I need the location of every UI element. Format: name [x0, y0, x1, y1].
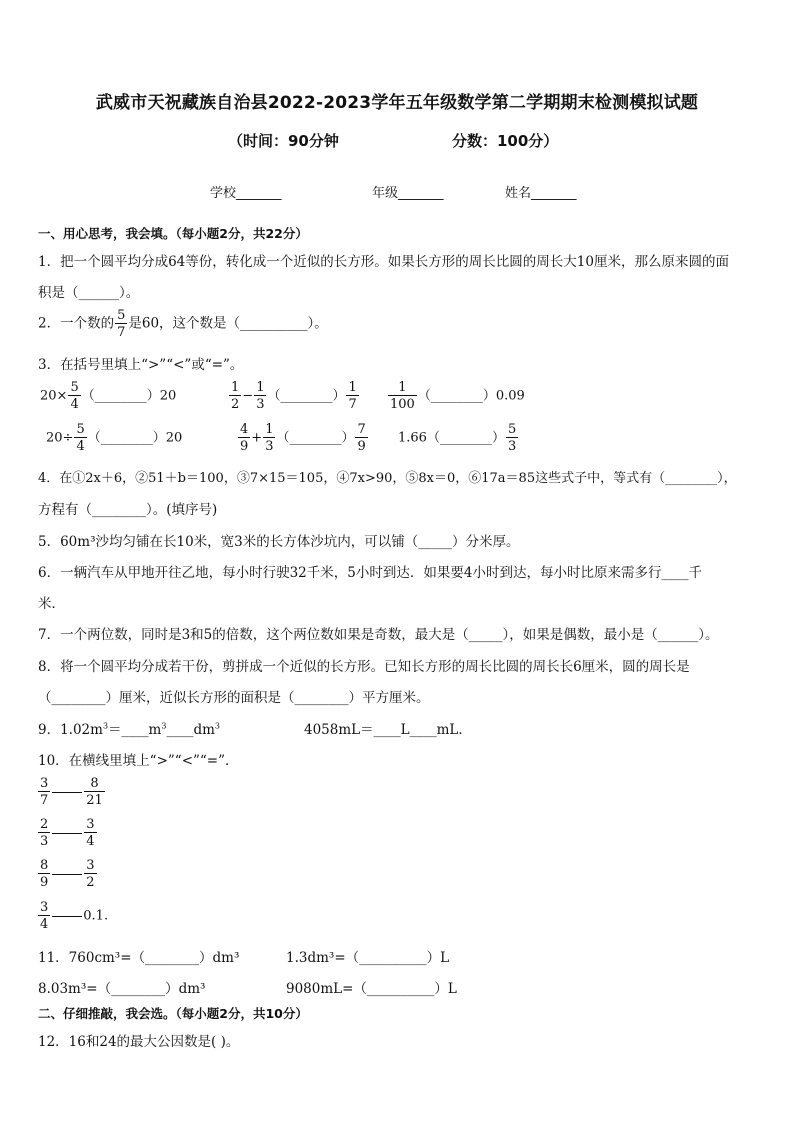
question-9-part-b[interactable]: 4058mL＝____L____mL． [304, 722, 472, 738]
numerator: 2 [40, 817, 49, 832]
q10-answer-line[interactable] [52, 874, 82, 875]
q10-answer-line[interactable] [52, 833, 82, 834]
time-label: （时间：90分钟 [228, 132, 339, 150]
q3-r1a-prefix: 20× [40, 388, 68, 404]
q3-row-2-item-a [46, 422, 182, 454]
numerator: 5 [76, 422, 85, 437]
numerator: 7 [357, 422, 366, 437]
question-11-part-b[interactable]: 1.3dm³=（__________）L [286, 950, 450, 966]
question-4-line-2: 方程有（________）。(填序号) [38, 502, 218, 518]
numerator: 4 [240, 422, 249, 437]
question-7: 7．一个两位数，同时是3和5的倍数，这个两位数如果是奇数，最大是（_____），如果是偶数，最小是（______）。 [38, 627, 719, 643]
q3-row-1-item-c [387, 380, 525, 412]
fraction [229, 380, 241, 412]
denominator: 21 [86, 793, 103, 808]
q3-r1a-blank[interactable]: （________）20 [81, 388, 177, 404]
denominator: 2 [86, 875, 95, 890]
denominator: 9 [357, 439, 366, 454]
q10-row-2 [37, 817, 98, 849]
operator: + [251, 430, 263, 446]
q3-r2b-blank[interactable]: （________） [276, 430, 355, 446]
denominator: 9 [240, 439, 249, 454]
q10-row-1 [37, 776, 106, 808]
question-1-line-2: 积是（______）。 [38, 285, 140, 301]
denominator: 3 [40, 834, 49, 849]
q10-row-4 [37, 900, 108, 932]
q2-denominator: 7 [117, 325, 126, 340]
question-9-part-a: 9．$1.02m^3=\_\_\_\_m^3\_\_\_\_dm^3$ [38, 721, 220, 738]
question-6-line-2: 米． [38, 596, 65, 612]
q2-suffix: 是60，这个数是（__________）。 [128, 315, 328, 332]
q3-row-2-item-b [237, 422, 369, 454]
q10-row-4-value: 0.1. [83, 908, 109, 924]
numerator: 5 [507, 422, 517, 437]
denominator: 7 [40, 793, 49, 808]
question-11-part-a[interactable]: 11．760cm³=（________）dm³ [38, 950, 240, 966]
q2-prefix: 2．一个数的 [38, 315, 115, 332]
q3-r2a-blank[interactable]: （________）20 [87, 430, 183, 446]
fraction [84, 776, 105, 808]
q3-r1a-fraction [68, 380, 80, 412]
fraction [38, 776, 50, 808]
q10-answer-line[interactable] [52, 792, 82, 793]
q10-answer-line[interactable] [52, 916, 82, 917]
numerator: 3 [86, 858, 95, 873]
fraction [355, 422, 367, 454]
denominator: 2 [231, 397, 240, 412]
numerator: 1 [256, 380, 265, 395]
denominator: 4 [86, 834, 95, 849]
denominator: 4 [76, 439, 85, 454]
fraction [506, 422, 518, 454]
numerator: 3 [40, 776, 49, 791]
question-2 [38, 308, 328, 340]
denominator: 3 [507, 439, 517, 454]
q3-r2a-prefix: 20÷ [46, 430, 74, 446]
fraction [238, 422, 250, 454]
q2-fraction [115, 308, 127, 340]
fraction [84, 817, 96, 849]
name-field[interactable]: 姓名_______ [505, 186, 577, 201]
question-6-line-1: 6．一辆汽车从甲地开往乙地，每小时行驶32千米，5小时到达．如果要4小时到达，每小时比原来需多行____千 [38, 565, 702, 581]
question-8-line-1: 8．将一个圆平均分成若干份，剪拼成一个近似的长方形。已知长方形的周长比圆的周长长6厘米，圆的周长是 [38, 659, 690, 675]
numerator: 5 [70, 380, 79, 395]
question-11-part-d[interactable]: 9080mL=（__________）L [286, 981, 457, 997]
question-1-line-1: 1．把一个圆平均分成64等份，转化成一个近似的长方形。如果长方形的周长比圆的周长大10厘米，那么原来圆的面 [38, 254, 729, 270]
q2-numerator: 5 [117, 308, 126, 323]
q10-row-3 [37, 858, 98, 890]
numerator: 1 [265, 422, 274, 437]
question-3-title: 3．在括号里填上“>”“<”或“=”。 [38, 357, 244, 373]
fraction [388, 380, 417, 412]
q3-row-1-item-b [228, 380, 360, 412]
numerator: 1 [348, 380, 357, 395]
question-11-part-c[interactable]: 8.03m³=（________）dm³ [38, 981, 206, 997]
fraction [84, 858, 96, 890]
fraction [254, 380, 266, 412]
score-label: 分数：100分） [452, 132, 559, 150]
q9-a2[interactable]: ＝____m [108, 722, 162, 738]
numerator: 3 [86, 817, 95, 832]
numerator: 3 [40, 900, 49, 915]
fraction [38, 900, 50, 932]
denominator: 9 [40, 875, 49, 890]
section-2-heading: 二、仔细推敲，我会选。（每小题2分，共10分） [38, 1006, 308, 1021]
question-4-line-1: 4．在①2x＋6，②51＋b＝100，③7×15＝105，④7x>90，⑤8x＝0，⑥17a＝85这些式子中，等式有（________）， [38, 471, 737, 486]
fraction [38, 858, 50, 890]
fraction [263, 422, 275, 454]
fraction [346, 380, 358, 412]
question-10-title: 10．在横线里填上“>”“<”“=”． [38, 753, 239, 769]
question-8-line-2: （________）厘米，近似长方形的面积是（________）平方厘米。 [38, 690, 430, 706]
grade-field[interactable]: 年级_______ [372, 186, 444, 201]
fraction [74, 422, 86, 454]
section-1-heading: 一、用心思考，我会填。（每小题2分，共22分） [38, 226, 308, 241]
fraction [38, 817, 50, 849]
numerator: 1 [231, 380, 240, 395]
question-5: 5．60m³沙均匀铺在长10米，宽3米的长方体沙坑内，可以铺（_____）分米厚。 [38, 534, 520, 550]
operator: − [242, 388, 254, 404]
numerator: 8 [84, 776, 105, 792]
q3-row-1-item-a [40, 380, 176, 412]
denominator: 7 [348, 397, 357, 412]
denominator: 100 [390, 397, 415, 412]
denominator: 3 [256, 397, 265, 412]
numerator: 8 [40, 858, 49, 873]
question-12: 12．16和24的最大公因数是( )。 [38, 1034, 240, 1050]
page-title: 武威市天祝藏族自治县2022-2023学年五年级数学第二学期期末检测模拟试题 [95, 93, 699, 113]
q3-r2c-blank[interactable]: 1.66（________） [398, 430, 505, 446]
numerator: 1 [388, 380, 417, 396]
q3-row-2-item-c [398, 422, 519, 454]
denominator: 4 [70, 397, 79, 412]
denominator: 3 [265, 439, 274, 454]
school-field[interactable]: 学校_______ [210, 186, 282, 201]
q3-r1b-blank[interactable]: （________） [267, 388, 346, 404]
q3-r1c-blank[interactable]: （________）0.09 [417, 388, 525, 404]
denominator: 4 [40, 917, 49, 932]
q9-a1: 9．1.02m [38, 722, 103, 738]
q9-a3[interactable]: ____dm [166, 722, 215, 738]
